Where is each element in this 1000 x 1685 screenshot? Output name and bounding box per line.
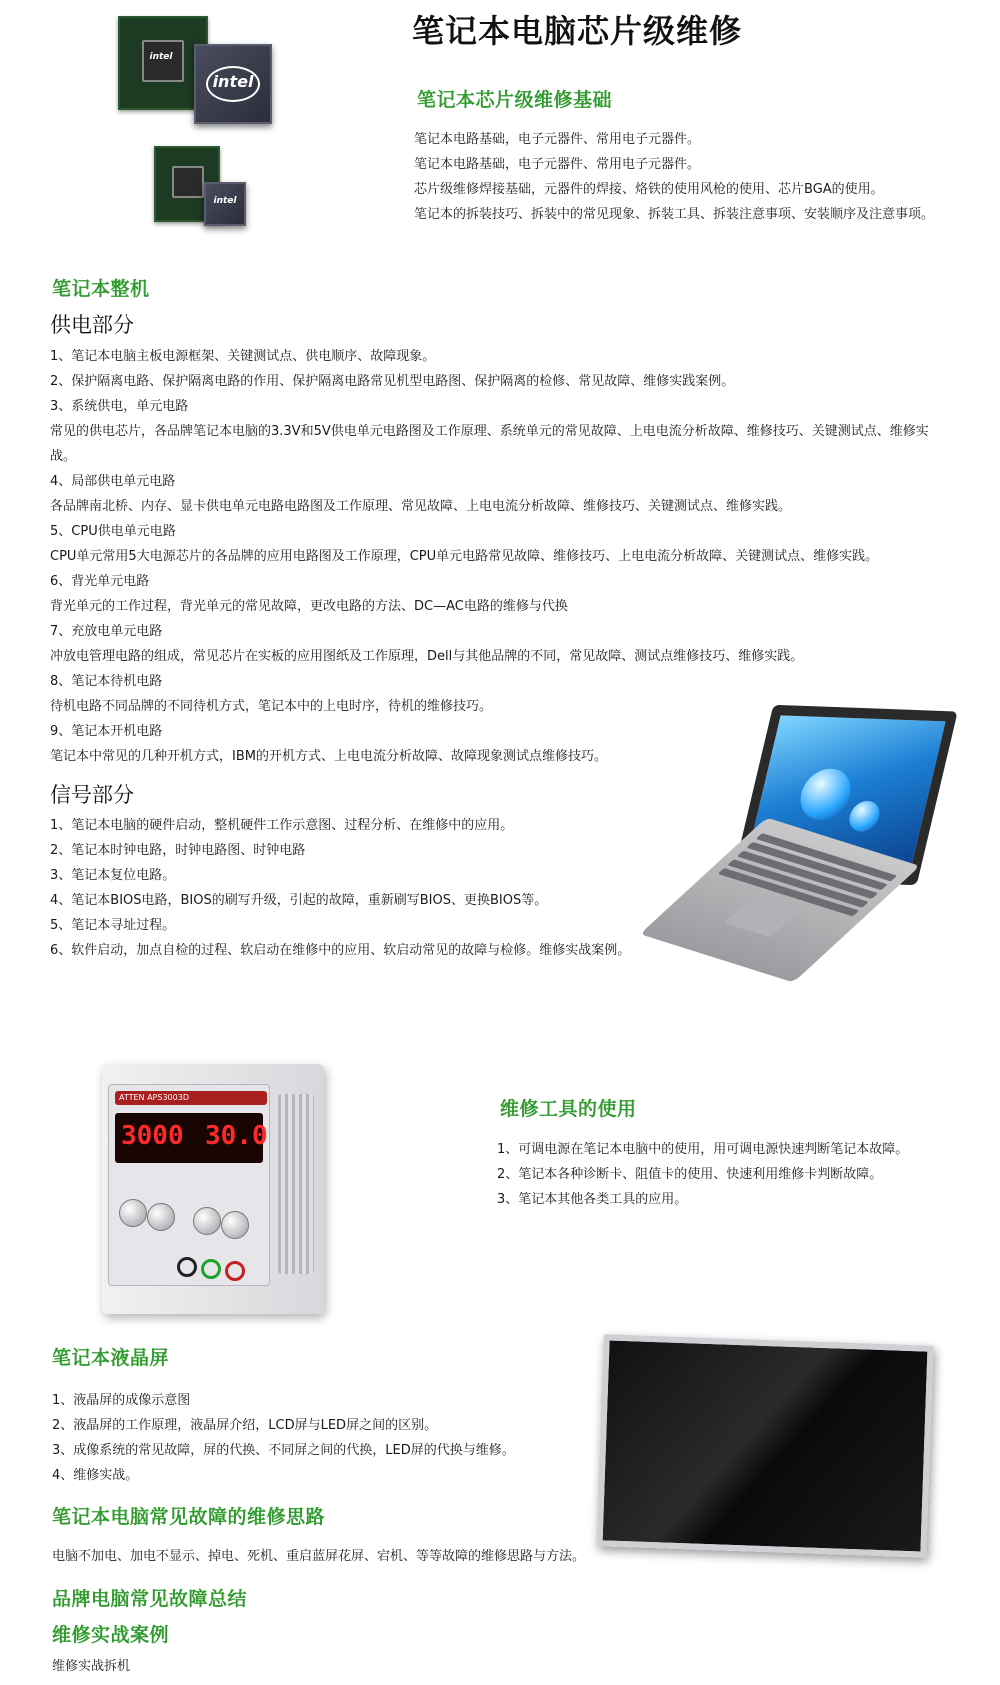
lcd-heading: 笔记本液晶屏: [52, 1347, 170, 1369]
list-item: 冲放电管理电路的组成，常见芯片在实板的应用图纸及工作原理，Dell与其他品牌的不同，常见故障、测试点维修技巧、维修实践。: [50, 649, 804, 664]
list-item: 待机电路不同品牌的不同待机方式，笔记本中的上电时序，待机的维修技巧。: [50, 699, 493, 714]
signal-section-list: [50, 813, 630, 963]
power-supply-model: APS3003D: [147, 1093, 189, 1102]
whole-machine-heading: 笔记本整机: [52, 278, 150, 300]
power-supply-image: [96, 1058, 330, 1320]
list-item: 2、液晶屏的工作原理，液晶屏介绍，LCD屏与LED屏之间的区别。: [52, 1418, 438, 1433]
intel-logo-small: intel: [149, 52, 173, 62]
list-item: 5、笔记本寻址过程。: [50, 918, 176, 933]
list-item: 芯片级维修焊接基础，元器件的焊接、烙铁的使用风枪的使用、芯片BGA的使用。: [414, 182, 884, 197]
laptop-image: [620, 690, 950, 990]
list-item: 各品牌南北桥、内存、显卡供电单元电路电路图及工作原理、常见故障、上电电流分析故障、维修技巧、关键测试点、维修实践。: [50, 499, 792, 514]
tools-heading: 维修工具的使用: [500, 1098, 637, 1120]
list-item: 5、CPU供电单元电路: [50, 524, 176, 539]
basics-heading: 笔记本芯片级维修基础: [417, 89, 613, 111]
list-item: 1、液晶屏的成像示意图: [52, 1393, 191, 1408]
terminal-red: [225, 1261, 245, 1281]
list-item: 2、笔记本时钟电路，时钟电路图、时钟电路: [50, 843, 306, 858]
intel-logo-large: intel: [212, 72, 254, 91]
voltage-readout: 3000: [121, 1121, 184, 1151]
list-item: 3、系统供电，单元电路: [50, 399, 189, 414]
list-item: 4、维修实战。: [52, 1468, 139, 1483]
current-readout: 30.0: [205, 1121, 268, 1151]
intel-chips-image: [118, 14, 278, 234]
power-supply-display: [115, 1113, 268, 1163]
lcd-list: [52, 1388, 515, 1488]
voltage-knob: [119, 1199, 147, 1227]
list-item: 常见的供电芯片，各品牌笔记本电脑的3.3V和5V供电单元电路图及工作原理、系统单元的常见故障、上电电流分析故障、维修技巧、关键测试点、维修实战。: [50, 424, 929, 464]
list-item: 1、笔记本电脑的硬件启动，整机硬件工作示意图、过程分析、在维修中的应用。: [50, 818, 514, 833]
intel-cpu-graphic-2: [204, 182, 246, 226]
list-item: 6、背光单元电路: [50, 574, 150, 589]
current-knob: [193, 1207, 221, 1235]
list-item: 4、局部供电单元电路: [50, 474, 176, 489]
cases-text: 维修实战拆机: [52, 1659, 131, 1674]
list-item: 笔记本电路基础，电子元器件、常用电子元器件。: [414, 132, 701, 147]
voltage-fine-knob: [147, 1203, 175, 1231]
signal-section-heading: 信号部分: [50, 783, 134, 807]
list-item: 笔记本中常见的几种开机方式，IBM的开机方式、上电电流分析故障、故障现象测试点维修技巧。: [50, 749, 607, 764]
list-item: 8、笔记本待机电路: [50, 674, 163, 689]
intel-cpu-graphic: [194, 44, 272, 124]
list-item: CPU单元常用5大电源芯片的各品牌的应用电路图及工作原理，CPU单元电路常见故障、维修技巧、上电电流分析故障、关键测试点、维修实践。: [50, 549, 879, 564]
power-supply-brand: ATTEN: [119, 1093, 145, 1102]
list-item: 7、充放电单元电路: [50, 624, 163, 639]
brand-summary-heading: 品牌电脑常见故障总结: [52, 1588, 248, 1610]
list-item: 1、可调电源在笔记本电脑中的使用，用可调电源快速判断笔记本故障。: [497, 1142, 909, 1157]
cases-heading: 维修实战案例: [52, 1624, 170, 1646]
list-item: 3、成像系统的常见故障，屏的代换、不同屏之间的代换，LED屏的代换与维修。: [52, 1443, 515, 1458]
terminal-black: [177, 1257, 197, 1277]
list-item: 6、软件启动，加点自检的过程、软启动在维修中的应用、软启动常见的故障与检修。维修实战案例。: [50, 943, 631, 958]
current-fine-knob: [221, 1211, 249, 1239]
terminal-green: [201, 1259, 221, 1279]
list-item: 笔记本的拆装技巧、拆装中的常见现象、拆装工具、拆装注意事项、安装顺序及注意事项。: [414, 207, 935, 222]
list-item: 4、笔记本BIOS电路，BIOS的刷写升级，引起的故障，重新刷写BIOS、更换BIOS等。: [50, 893, 548, 908]
list-item: 2、笔记本各种诊断卡、阻值卡的使用、快速利用维修卡判断故障。: [497, 1167, 883, 1182]
power-supply-panel: [108, 1084, 270, 1286]
power-section-heading: 供电部分: [50, 313, 134, 337]
list-item: 笔记本电路基础，电子元器件、常用电子元器件。: [414, 157, 701, 172]
list-item: 3、笔记本复位电路。: [50, 868, 176, 883]
lcd-panel-image: [596, 1334, 933, 1557]
tools-list: [497, 1137, 908, 1212]
page-title: 笔记本电脑芯片级维修: [412, 12, 743, 50]
list-item: 2、保护隔离电路、保护隔离电路的作用、保护隔离电路常见机型电路图、保护隔离的检修、常见故障、维修实践案例。: [50, 374, 735, 389]
list-item: 背光单元的工作过程，背光单元的常见故障，更改电路的方法、DC—AC电路的维修与代换: [50, 599, 568, 614]
faults-text: 电脑不加电、加电不显示、掉电、死机、重启蓝屏花屏、宕机、等等故障的维修思路与方法。: [52, 1549, 586, 1564]
faults-heading: 笔记本电脑常见故障的维修思路: [52, 1506, 326, 1528]
power-supply-body: [102, 1064, 324, 1314]
list-item: 1、笔记本电脑主板电源框架、关键测试点、供电顺序、故障现象。: [50, 349, 436, 364]
intel-logo-tiny: intel: [213, 196, 237, 206]
list-item: 3、笔记本其他各类工具的应用。: [497, 1192, 688, 1207]
basics-list: [414, 127, 934, 227]
list-item: 9、笔记本开机电路: [50, 724, 163, 739]
